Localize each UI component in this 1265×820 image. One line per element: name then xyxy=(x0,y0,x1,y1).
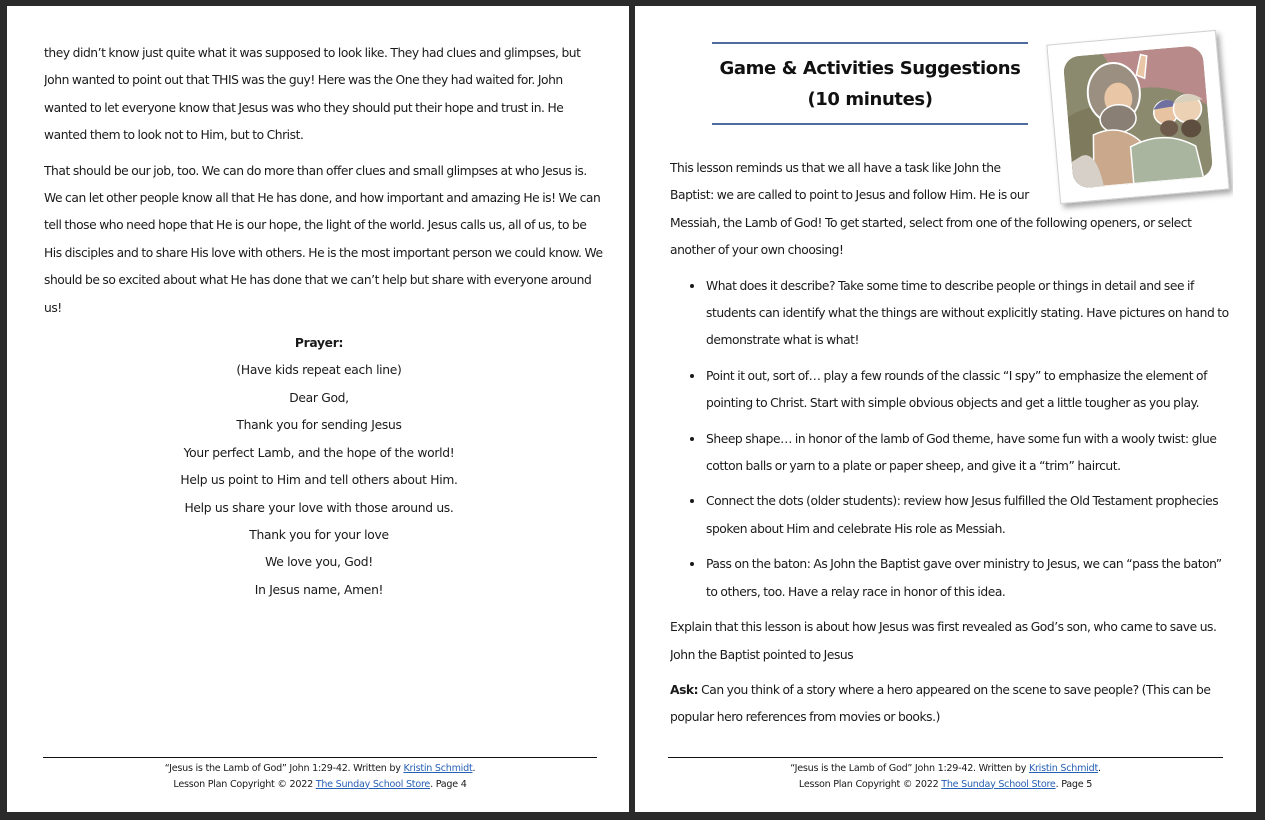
activity-text: Pass on the baton: As John the Baptist gave over ministry to Jesus, we can “pass the baton” to others, too. Have a relay race in honor of this idea. xyxy=(706,557,1222,599)
activity-item xyxy=(670,488,1233,543)
footer-copyright: Lesson Plan Copyright © 2022 xyxy=(798,778,942,790)
page-number: . Page 4 xyxy=(430,778,467,790)
body-paragraph: That should be our job, too. We can do more than offer clues and small glimpses at who Jesus is. We can let other people know all that He has done, and how important and amazing He is! We can tell those who need hope that He is our hope, the light of the world. Jesus calls us, all of us, to be His disciples and to share His love with others. He is the most important person we could know. We should be so excited about what He has done that we can’t help but share with everyone around us! xyxy=(44,163,603,315)
prayer-line: Help us point to Him and tell others about Him. xyxy=(180,473,458,488)
bullet-icon xyxy=(690,284,694,288)
activity-item xyxy=(670,363,1233,418)
activity-list xyxy=(670,273,1233,606)
footer-line-2 xyxy=(43,777,597,793)
activity-text: What does it describe? Take some time to describe people or things in detail and see if students can identify what the things are without explicitly stating. Have pictures on hand to demonstrate what is what! xyxy=(706,278,1229,348)
prayer-line: Thank you for sending Jesus xyxy=(236,418,402,433)
activity-item xyxy=(670,426,1233,481)
prayer-line: In Jesus name, Amen! xyxy=(254,582,384,597)
author-link[interactable]: Kristin Schmidt xyxy=(1028,763,1098,774)
activity-text: Point it out, sort of… play a few rounds of the classic “I spy” to emphasize the element of pointing to Christ. Start with simple obvious objects and get a little tougher as you play. xyxy=(706,368,1208,411)
document-page-5 xyxy=(635,6,1256,812)
bullet-icon xyxy=(690,437,694,441)
explain-paragraph: Explain that this lesson is about how Jesus was first revealed as God’s son, who came to save us. John the Baptist pointed to Jesus xyxy=(670,620,1217,662)
body-paragraph: they didn’t know just quite what it was supposed to look like. They had clues and glimpses, but John wanted to point out that THIS was the guy! Here was the One they had waited for. John wanted to let everyone know that Jesus was who they should put their hope and trust in. He wanted them to look not to Him, but to Christ. xyxy=(44,46,581,143)
footer-citation: “Jesus is the Lamb of God” John 1:29-42. Written by xyxy=(790,763,1029,774)
section-title xyxy=(712,42,1028,125)
document-page-4 xyxy=(7,6,629,812)
page-footer xyxy=(43,757,597,792)
page-number: . Page 5 xyxy=(1055,778,1093,790)
prayer-line: Thank you for your love xyxy=(249,527,389,542)
page-body xyxy=(44,6,606,742)
footer-line-1 xyxy=(43,761,597,777)
ask-text: Can you think of a story where a hero appeared on the scene to save people? (This can be popular hero references from movies or books.) xyxy=(670,682,1211,725)
activity-text: Connect the dots (older students): review how Jesus fulfilled the Old Testament prophecies spoken about Him and celebrate His role as Messiah. xyxy=(706,494,1219,536)
bullet-icon xyxy=(690,374,694,378)
prayer-line: Help us share your love with those around us. xyxy=(184,500,454,515)
ask-paragraph xyxy=(670,677,1233,732)
illustration-photo xyxy=(1046,30,1229,204)
section-title-line-2: (10 minutes) xyxy=(807,89,933,110)
footer-copyright: Lesson Plan Copyright © 2022 xyxy=(173,778,316,790)
activity-text: Sheep shape… in honor of the lamb of God theme, have some fun with a wooly twist: glue cotton balls or yarn to a plate or paper sheep, and give it a “trim” haircut. xyxy=(706,431,1217,474)
store-link[interactable]: The Sunday School Store xyxy=(315,778,431,790)
prayer-line: Dear God, xyxy=(289,390,349,405)
prayer-title: Prayer: xyxy=(294,336,344,351)
footer-line-1 xyxy=(668,761,1223,777)
prayer-line: We love you, God! xyxy=(265,555,373,570)
bullet-icon xyxy=(690,499,694,503)
ask-label: Ask: xyxy=(670,682,699,697)
footer-citation: “Jesus is the Lamb of God” John 1:29-42. Written by xyxy=(164,763,404,774)
page-body xyxy=(670,6,1233,742)
intro-text: This lesson reminds us that we all have a task like John the Baptist: we are called to point to Jesus and follow Him. He is our Messiah, the Lamb of God! To get started, select from one of the following openers, or select another of your own choosing! xyxy=(670,161,1192,258)
footer-line-2 xyxy=(668,777,1223,793)
activity-item xyxy=(670,551,1233,606)
page-footer xyxy=(668,757,1223,792)
store-link[interactable]: The Sunday School Store xyxy=(941,778,1056,790)
bullet-icon xyxy=(690,562,694,566)
footer-period: . xyxy=(1097,763,1101,774)
prayer-block xyxy=(44,330,606,604)
cartoon-illustration-icon xyxy=(1063,45,1214,189)
section-title-line-1: Game & Activities Suggestions xyxy=(719,58,1021,79)
prayer-line: Your perfect Lamb, and the hope of the world! xyxy=(183,445,455,460)
prayer-line: (Have kids repeat each line) xyxy=(236,363,402,378)
author-link[interactable]: Kristin Schmidt xyxy=(403,763,473,774)
footer-period: . xyxy=(472,763,476,774)
activity-item xyxy=(670,273,1233,355)
